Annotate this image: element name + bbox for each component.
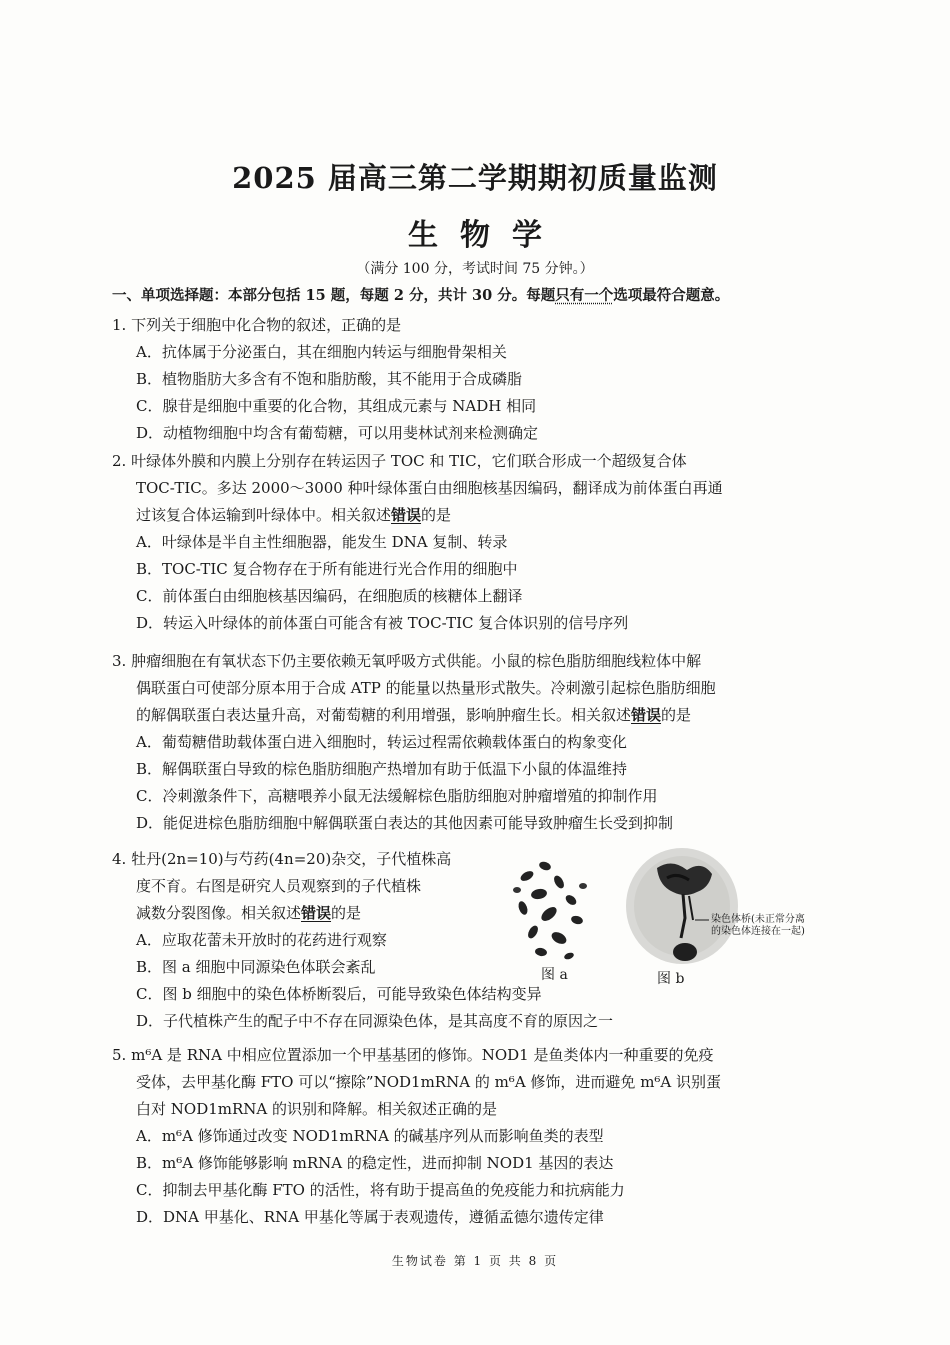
figure-a-label: 图 a xyxy=(541,967,568,983)
stem-wrong-marker: 错误 xyxy=(391,506,422,524)
section-heading-suffix: 选项最符合题意。 xyxy=(613,287,730,304)
chromosome-bridge-callout-line2: 的染色体连接在一起) xyxy=(711,926,805,937)
chromosome-bridge-callout-line1: 染色体桥(未正常分离 xyxy=(711,914,805,925)
option-b: B．TOC-TIC 复合物存在于所有能进行光合作用的细胞中 xyxy=(136,560,518,578)
option-a: A．叶绿体是半自主性细胞器，能发生 DNA 复制、转录 xyxy=(136,533,508,551)
figure-b-cell xyxy=(626,848,738,964)
option-a: A．应取花蕾未开放时的花药进行观察 xyxy=(136,931,387,949)
page-footer: 生物试卷 第 1 页 共 8 页 xyxy=(391,1254,559,1268)
stem-line: 偶联蛋白可使部分原本用于合成 ATP 的能量以热量形式散失。冷刺激引起棕色脂肪细胞 xyxy=(136,679,716,697)
stem-line: 叶绿体外膜和内膜上分别存在转运因子 TOC 和 TIC，它们联合形成一个超级复合体 xyxy=(131,452,687,470)
question-number: 2. xyxy=(112,452,127,470)
option-a: A．m⁶A 修饰通过改变 NOD1mRNA 的碱基序列从而影响鱼类的表型 xyxy=(136,1127,604,1145)
option-b: B．植物脂肪大多含有不饱和脂肪酸，其不能用于合成磷脂 xyxy=(136,370,523,388)
option-c: C．腺苷是细胞中重要的化合物，其组成元素与 NADH 相同 xyxy=(136,397,537,415)
option-d: D．动植物细胞中均含有葡萄糖，可以用斐林试剂来检测确定 xyxy=(136,424,539,442)
option-b: B．解偶联蛋白导致的棕色脂肪细胞产热增加有助于低温下小鼠的体温维持 xyxy=(136,760,628,778)
option-c: C．前体蛋白由细胞核基因编码，在细胞质的核糖体上翻译 xyxy=(136,587,523,605)
question-5 xyxy=(112,1042,832,1231)
stem-wrong-marker: 错误 xyxy=(301,904,332,922)
figure-a-chromosomes xyxy=(513,860,587,960)
question-3 xyxy=(112,648,832,837)
meiosis-figure xyxy=(497,848,847,993)
option-b: B．m⁶A 修饰能够影响 mRNA 的稳定性，进而抑制 NOD1 基因的表达 xyxy=(136,1154,614,1172)
question-stem xyxy=(112,312,832,339)
option-d: D．转运入叶绿体的前体蛋白可能含有被 TOC-TIC 复合体识别的信号序列 xyxy=(136,614,629,632)
option-c: C．抑制去甲基化酶 FTO 的活性，将有助于提高鱼的免疫能力和抗病能力 xyxy=(136,1181,625,1199)
stem-line: 肿瘤细胞在有氧状态下仍主要依赖无氧呼吸方式供能。小鼠的棕色脂肪细胞线粒体中解 xyxy=(131,652,702,670)
option-a: A．葡萄糖借助载体蛋白进入细胞时，转运过程需依赖载体蛋白的构象变化 xyxy=(136,733,627,751)
option-d: D．子代植株产生的配子中不存在同源染色体，是其高度不育的原因之一 xyxy=(136,1012,614,1030)
question-1 xyxy=(112,312,832,447)
option-c: C．图 b 细胞中的染色体桥断裂后，可能导致染色体结构变异 xyxy=(136,985,542,1003)
option-b: B．图 a 细胞中同源染色体联会紊乱 xyxy=(136,958,376,976)
option-d: D．DNA 甲基化、RNA 甲基化等属于表观遗传，遵循孟德尔遗传定律 xyxy=(136,1208,604,1226)
exam-title: 2025 届高三第二学期期初质量监测 xyxy=(232,161,718,195)
stem-text: 下列关于细胞中化合物的叙述，正确的是 xyxy=(131,316,402,334)
section-heading-prefix: 一、单项选择题：本部分包括 15 题，每题 2 分，共计 30 分。每题 xyxy=(112,287,556,304)
subject-title: 生物学 xyxy=(408,218,564,253)
option-d: D．能促进棕色脂肪细胞中解偶联蛋白表达的其他因素可能导致肿瘤生长受到抑制 xyxy=(136,814,674,832)
question-stem xyxy=(112,648,832,675)
stem-line-last xyxy=(112,702,832,729)
question-stem xyxy=(112,448,832,475)
question-stem xyxy=(112,1042,832,1069)
question-number: 1. xyxy=(112,316,127,334)
stem-line: m⁶A 是 RNA 中相应位置添加一个甲基基团的修饰。NOD1 是鱼类体内一种重要的免疫 xyxy=(131,1046,714,1064)
stem-wrong-marker: 错误 xyxy=(631,706,662,724)
section-heading xyxy=(112,284,852,305)
question-number: 3. xyxy=(112,652,127,670)
stem-end: 的是 xyxy=(421,506,452,524)
stem-line: 度不育。右图是研究人员观察到的子代植株 xyxy=(136,877,422,895)
question-number: 5. xyxy=(112,1046,127,1064)
stem-line: 牡丹(2n=10)与芍药(4n=20)杂交，子代植株高 xyxy=(131,850,452,868)
exam-note: （满分 100 分，考试时间 75 分钟。） xyxy=(356,261,594,277)
section-heading-emphasis: 只有一个 xyxy=(555,287,614,304)
question-number: 4. xyxy=(112,850,127,868)
option-c: C．冷刺激条件下，高糖喂养小鼠无法缓解棕色脂肪细胞对肿瘤增殖的抑制作用 xyxy=(136,787,658,805)
question-2 xyxy=(112,448,832,637)
stem-line: 白对 NOD1mRNA 的识别和降解。相关叙述正确的是 xyxy=(136,1100,498,1118)
stem-text: 的解偶联蛋白表达量升高，对葡萄糖的利用增强，影响肿瘤生长。相关叙述 xyxy=(136,706,632,724)
option-a: A．抗体属于分泌蛋白，其在细胞内转运与细胞骨架相关 xyxy=(136,343,507,361)
stem-line: 受体，去甲基化酶 FTO 可以“擦除”NOD1mRNA 的 m⁶A 修饰，进而避免 m⁶A 识别蛋 xyxy=(136,1073,722,1091)
stem-end: 的是 xyxy=(661,706,692,724)
stem-text: 减数分裂图像。相关叙述 xyxy=(136,904,302,922)
stem-line: TOC-TIC。多达 2000～3000 种叶绿体蛋白由细胞核基因编码，翻译成为前体蛋白再通 xyxy=(136,479,723,497)
stem-end: 的是 xyxy=(331,904,362,922)
figure-b-label: 图 b xyxy=(657,971,685,987)
stem-text: 过该复合体运输到叶绿体中。相关叙述 xyxy=(136,506,392,524)
stem-line-last xyxy=(112,502,832,529)
